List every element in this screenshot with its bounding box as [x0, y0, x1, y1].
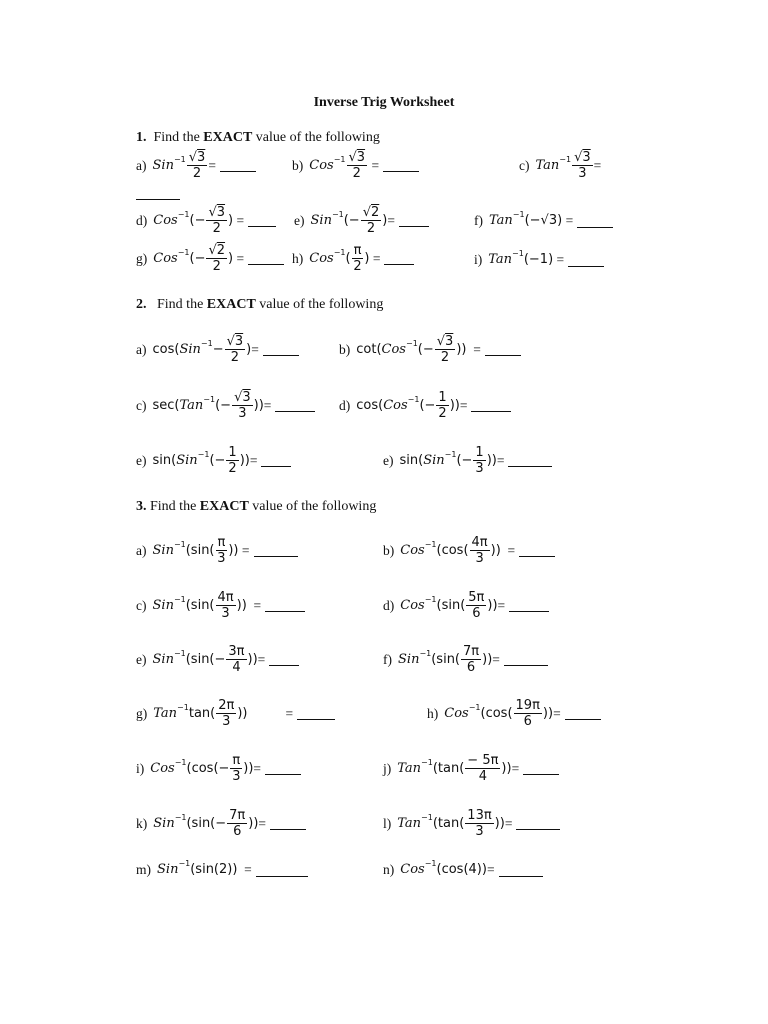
problem-3m: m) Sin −1 (sin(2)) = [136, 862, 308, 878]
problem-1e: e) Sin −1 (− $\frac{√2}{2}$ ) = [294, 205, 429, 236]
answer-blank[interactable] [265, 599, 305, 612]
problem-3h: h) Cos −1 (cos( $\frac{19\pi}{6}$ )) = [427, 698, 601, 729]
problem-2d: d) cos( Cos −1 (− $\frac{1}{2}$ )) = [339, 390, 511, 421]
problem-1a: a) Sin −1 $\frac{√3}{2}$ = [136, 150, 256, 181]
problem-2a: a) cos( Sin −1 − $\frac{√3}{2}$ ) = [136, 334, 299, 365]
answer-blank[interactable] [275, 399, 315, 412]
problem-2e: e) sin( Sin −1 (− $\frac{1}{2}$ )) = [136, 445, 291, 476]
problem-1f: f) Tan −1 (−√3) = [474, 213, 613, 229]
section-2-header: 2. Find the EXACT value of the following [136, 297, 384, 312]
answer-blank[interactable] [297, 707, 335, 720]
answer-blank[interactable] [577, 215, 613, 228]
answer-blank[interactable] [263, 343, 299, 356]
problem-3l: l) Tan −1 (tan( $\frac{13\pi}{3}$ )) = [383, 808, 560, 839]
answer-blank[interactable] [504, 653, 548, 666]
answer-blank[interactable] [384, 252, 414, 265]
answer-blank[interactable] [565, 707, 601, 720]
answer-blank[interactable] [248, 214, 276, 227]
answer-blank[interactable] [248, 252, 284, 265]
section-3-header: 3. Find the EXACT value of the following [136, 499, 377, 514]
answer-blank[interactable] [523, 762, 559, 775]
answer-blank[interactable] [568, 254, 604, 267]
problem-2e-second: e) sin( Sin −1 (− $\frac{1}{3}$ )) = [383, 445, 552, 476]
answer-blank[interactable] [261, 454, 291, 467]
problem-1g: g) Cos −1 (− $\frac{√2}{2}$ ) = [136, 243, 284, 274]
problem-1c: c) Tan −1 $\frac{√3}{3}$ = [519, 150, 602, 181]
problem-1c-answer-blank[interactable] [136, 187, 180, 205]
answer-blank[interactable] [383, 159, 419, 172]
problem-1b: b) Cos −1 $\frac{√3}{2}$ = [292, 150, 419, 181]
problem-3d: d) Cos −1 (sin( $\frac{5\pi}{6}$ )) = [383, 590, 549, 621]
section-1-header: 1. Find the EXACT value of the following [136, 130, 380, 145]
problem-3f: f) Sin −1 (sin( $\frac{7\pi}{6}$ )) = [383, 644, 548, 675]
answer-blank[interactable] [220, 159, 256, 172]
answer-blank[interactable] [265, 762, 301, 775]
answer-blank[interactable] [485, 343, 521, 356]
problem-3j: j) Tan −1 (tan( $\frac{- 5\pi}{4}$ )) = [383, 753, 559, 784]
problem-3a: a) Sin −1 (sin( $\frac{\pi}{3}$ )) = [136, 535, 298, 566]
page-title: Inverse Trig Worksheet [313, 95, 455, 110]
problem-3b: b) Cos −1 (cos( $\frac{4\pi}{3}$ )) = [383, 535, 555, 566]
answer-blank[interactable] [499, 864, 543, 877]
answer-blank[interactable] [519, 544, 555, 557]
problem-2b: b) cot( Cos −1 (− $\frac{√3}{2}$ )) = [339, 334, 521, 365]
problem-2c: c) sec( Tan −1 (− $\frac{√3}{3}$ )) = [136, 390, 315, 421]
problem-1h: h) Cos −1 ( $\frac{\pi}{2}$ ) = [292, 243, 414, 274]
problem-3c: c) Sin −1 (sin( $\frac{4\pi}{3}$ )) = [136, 590, 305, 621]
problem-1d: d) Cos −1 (− $\frac{√3}{2}$ ) = [136, 205, 276, 236]
problem-3e: e) Sin −1 (sin(− $\frac{3\pi}{4}$ )) = [136, 644, 299, 675]
answer-blank[interactable] [269, 653, 299, 666]
answer-blank[interactable] [256, 864, 308, 877]
problem-3g: g) Tan −1 tan( $\frac{2\pi}{3}$ )) = [136, 698, 335, 729]
answer-blank[interactable] [516, 817, 560, 830]
answer-blank[interactable] [509, 599, 549, 612]
problem-3i: i) Cos −1 (cos(− $\frac{\pi}{3}$ )) = [136, 753, 301, 784]
problem-3k: k) Sin −1 (sin(− $\frac{7\pi}{6}$ )) = [136, 808, 306, 839]
answer-blank[interactable] [399, 214, 429, 227]
problem-1i: i) Tan −1 (−1) = [474, 252, 604, 268]
answer-blank[interactable] [270, 817, 306, 830]
answer-blank[interactable] [254, 544, 298, 557]
problem-3n: n) Cos −1 (cos(4)) = [383, 862, 543, 878]
answer-blank[interactable] [471, 399, 511, 412]
answer-blank[interactable] [508, 454, 552, 467]
